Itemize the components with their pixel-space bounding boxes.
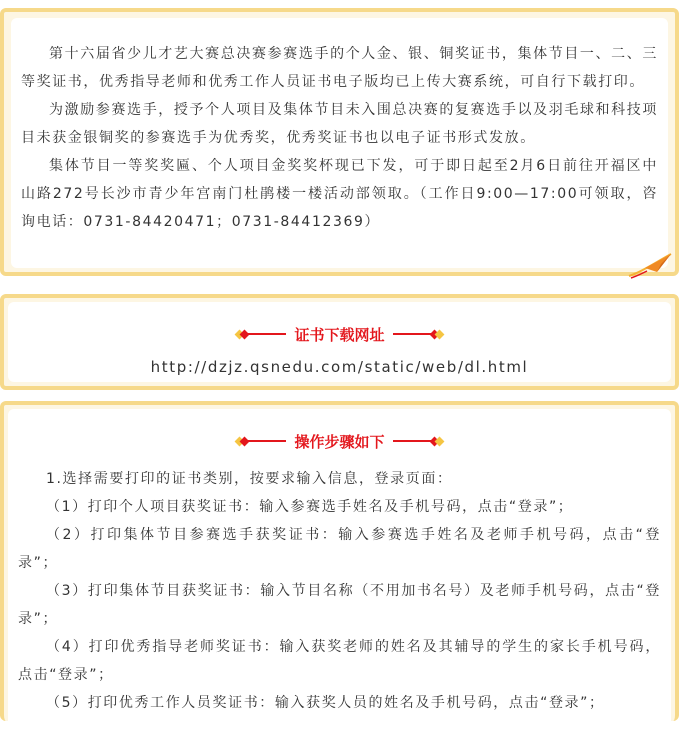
download-url-link[interactable]: http://dzjz.qsnedu.com/static/web/dl.html xyxy=(150,358,529,376)
steps-list xyxy=(8,453,671,717)
step-item: 1.选择需要打印的证书类别，按要求输入信息，登录页面： xyxy=(46,471,453,487)
notice-card xyxy=(0,8,679,276)
download-heading-row xyxy=(8,302,671,346)
download-heading: 证书下载网址 xyxy=(294,325,385,344)
step-item: （5）打印优秀工作人员奖证书：输入获奖人员的姓名及手机号码，点击“登录”； xyxy=(46,695,605,711)
heading-decor-left xyxy=(236,438,286,445)
steps-heading: 操作步骤如下 xyxy=(294,432,385,451)
step-item: （3）打印集体节目获奖证书：输入节目名称（不用加书名号）及老师手机号码，点击“登录”； xyxy=(18,583,661,627)
steps-heading-row xyxy=(8,409,671,453)
download-body xyxy=(8,302,671,382)
notice-paragraph-3: 集体节目一等奖奖匾、个人项目金奖奖杯现已下发，可于即日起至2月6日前往开福区中山路272号长沙市青少年宫南门杜鹃楼一楼活动部领取。（工作日9:00—17:00可领取，咨询电话：0731-84420471；0731-84412369） xyxy=(21,158,658,230)
notice-body xyxy=(11,18,668,268)
download-card xyxy=(0,294,679,390)
steps-card xyxy=(0,401,679,721)
heading-decor-right xyxy=(393,438,443,445)
notice-paragraph-2: 为激励参赛选手，授予个人项目及集体节目未入围总决赛的复赛选手以及羽毛球和科技项目未获金银铜奖的参赛选手为优秀奖，优秀奖证书也以电子证书形式发放。 xyxy=(21,102,658,146)
steps-body xyxy=(8,409,671,729)
heading-decor-right xyxy=(393,331,443,338)
notice-paragraph-1: 第十六届省少儿才艺大赛总决赛参赛选手的个人金、银、铜奖证书，集体节目一、二、三等奖证书，优秀指导老师和优秀工作人员证书电子版均已上传大赛系统，可自行下载打印。 xyxy=(21,46,658,90)
step-item: （1）打印个人项目获奖证书：输入参赛选手姓名及手机号码，点击“登录”； xyxy=(46,499,574,515)
paper-plane-icon xyxy=(627,250,675,280)
step-item: （2）打印集体节目参赛选手获奖证书：输入参赛选手姓名及老师手机号码，点击“登录”； xyxy=(18,527,661,571)
step-item: （4）打印优秀指导老师奖证书：输入获奖老师的姓名及其辅导的学生的家长手机号码，点击“登录”； xyxy=(18,639,661,683)
heading-decor-left xyxy=(236,331,286,338)
